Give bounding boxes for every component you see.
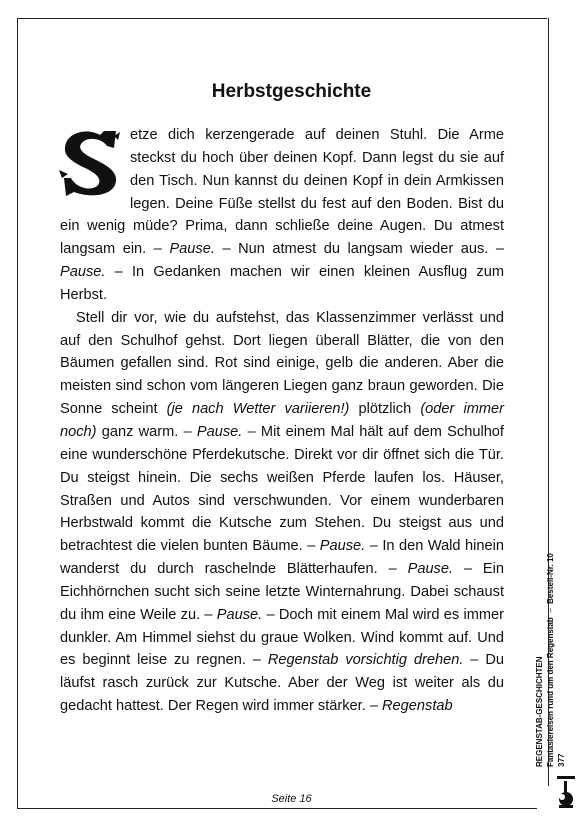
publisher-side-banner [526, 545, 582, 805]
text-run: – Ein Eichhörnchen sucht sich seine letzte Winternahrung. Dabei schaust du ihm eine Weile zu. – [60, 561, 504, 623]
stage-direction: Pause. [60, 264, 106, 281]
paragraph [60, 307, 504, 718]
page-border-top [17, 18, 547, 19]
text-run: ganz warm. – [96, 423, 197, 440]
series-subtitle: Fantasiereisen rund um den Regenstab [546, 617, 555, 767]
page-border-bottom [17, 808, 537, 809]
paragraph [60, 124, 504, 307]
text-run: – Nun atmest du langsam wieder aus. – [214, 241, 504, 258]
text-run: – Mit einem Mal hält auf dem Schulhof eine wunderschöne Pferdekutsche. Direkt vor dir öffnet sich die Tür. Du steigst hinein. Die sechs weißen Pferde laufen los. Häuser, Straßen und Autos sind verschwunden. Vor einem wunderbaren Herbstwald kommt die Kutsche zum Stehen. Du steigst aus und betrachtest die vielen bunten Bäume. – [60, 423, 504, 555]
text-run: plötzlich [349, 401, 421, 418]
text-run: – Du läufst rasch zurück zur Kutsche. Aber der Weg ist weiter als du gedacht hattest. Der Regen wird immer stärker. – [60, 652, 504, 715]
text-run: – In den Wald hinein wanderst du durch raschelnde Blätterhaufen. – [60, 538, 504, 578]
story-text [60, 124, 504, 718]
series-title: REGENSTAB-GESCHICHTEN [535, 656, 544, 767]
stage-direction: (oder immer noch) [60, 401, 505, 440]
stage-direction: Regenstab vorsichtig drehen. [267, 652, 464, 669]
page-border-left [17, 18, 18, 808]
text-run: – Doch mit einem Mal wird es immer dunkler. Am Himmel siehst du graue Wolken. Wind kommt auf. Und es beginnt leise zu regnen. – [60, 606, 504, 669]
stage-direction: Pause. [196, 423, 243, 440]
text-run: Stell dir vor, wie du aufstehst, das Klassenzimmer verlässt und auf den Schulhof gehst. Dort liegen überall Blätter, die von den Bäumen gefallen sind. Rot sind einige, gelb die anderen. Aber die meisten sind schon vom längeren Liegen ganz braun geworden. Die Sonne scheint [60, 309, 504, 418]
stage-direction: Regenstab [382, 698, 453, 715]
order-number: Bestell-Nr. 10 377 [546, 553, 566, 767]
text-run: etze dich kerzengerade auf deinen Stuhl. Die Arme steckst du hoch über deinen Kopf. Dann legst du sie auf den Tisch. Nun kannst du deinen Kopf in dein Armkissen legen. Deine Füße stellst du fest auf den Boden. Bist du ein wenig müde? Prima, dann schließe deine Augen. Du atmest langsam ein. – [60, 127, 504, 258]
text-run: – In Gedanken machen wir einen kleinen Ausflug zum Herbst. [60, 264, 504, 303]
stage-direction: Pause. [169, 241, 215, 258]
stage-direction: Pause. [407, 561, 454, 578]
stage-direction: Pause. [319, 538, 366, 555]
stage-direction: (je nach Wetter variieren!) [166, 401, 350, 418]
kohl-verlag-logo-icon [556, 775, 576, 809]
stage-direction: Pause. [216, 606, 263, 623]
page-number: Seite 16 [271, 793, 312, 805]
page-title: Herbstgeschichte [211, 81, 372, 102]
side-banner-text: REGENSTAB-GESCHICHTEN Fantasiereisen rund um den Regenstab – Bestell-Nr. 10 377 [534, 547, 582, 767]
